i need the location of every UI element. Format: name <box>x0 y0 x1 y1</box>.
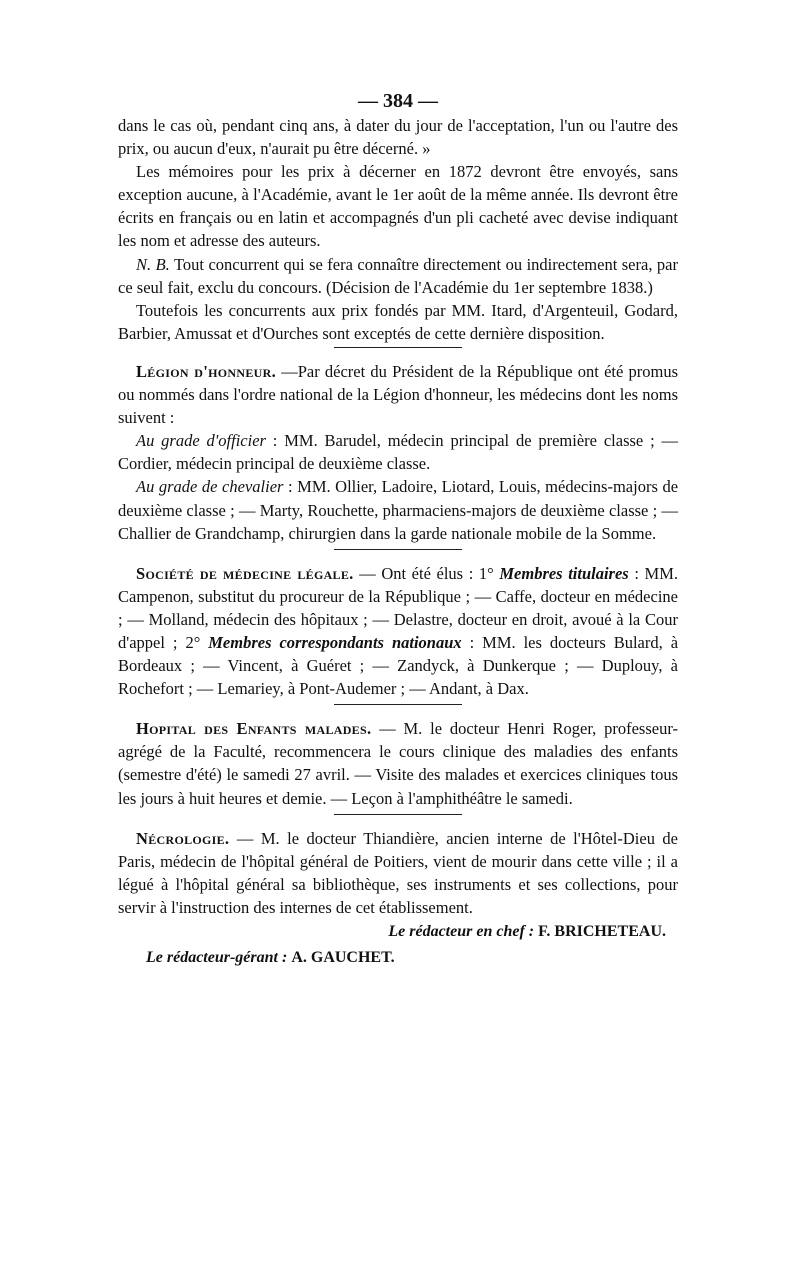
officier-text: : MM. Barudel, médecin principal de première classe ; — Cordier, médecin principal de deuxième classe. <box>118 431 679 474</box>
managing-editor-name: A. GAUCHET. <box>291 949 395 966</box>
section-divider <box>334 704 462 705</box>
societe-text-2: : MM. Campenon, substitut du procureur de la République ; — Caffe, docteur en médecine ; — Molland, médecin des hôpitaux ; — Delastre, docteur en droit, avoué à la Cour d'appel ; 2° <box>118 563 679 652</box>
editor-in-chief-signature <box>388 923 666 941</box>
section-divider <box>334 814 462 815</box>
managing-editor-signature <box>146 949 395 967</box>
page-number: — 384 — <box>358 90 438 112</box>
paragraph-nota-bene <box>118 253 678 299</box>
paragraph-submission-rules: Les mémoires pour les prix à décerner en 1872 devront être envoyés, sans exception aucune, à l'Académie, avant le 1er août de la même année. Ils devront être écrits en français ou en latin et accompagnés d'un pli cacheté avec devise indiquant les nom et adresse des auteurs. <box>118 162 678 251</box>
correspondants-label: Membres correspondants nationaux <box>208 632 462 652</box>
necrologie-text: — M. le docteur Thiandière, ancien interne de l'Hôtel-Dieu de Paris, médecin de l'hôpital général de Poitiers, vient de mourir dans cette ville ; il a légué à l'hôpital général sa bibliothèque, ses instruments et ses collections, pour servir à l'instruction des internes de cet établissement. <box>118 828 679 917</box>
paragraph-exceptions: Toutefois les concurrents aux prix fondés par MM. Itard, d'Argenteuil, Godard, Barbier, Amussat et d'Ourches sont exceptés de cette dernière disposition. <box>118 300 678 343</box>
legion-text: —Par décret du Président de la République ont été promus ou nommés dans l'ordre national de la Légion d'honneur, les médecins dont les noms suivent : <box>118 361 679 428</box>
section-divider <box>334 347 462 348</box>
officier-label: Au grade d'officier <box>136 431 266 451</box>
managing-editor-label: Le rédacteur-gérant : <box>146 949 288 966</box>
legion-heading: Légion d'honneur. <box>136 361 277 381</box>
signature-block <box>118 919 678 971</box>
societe-heading: Société de médecine légale. <box>136 563 354 583</box>
hopital-heading: Hopital des Enfants malades. <box>136 719 372 739</box>
hopital-text: — M. le docteur Henri Roger, professeur-agrégé de la Faculté, recommencera le cours clinique des maladies des enfants (semestre d'été) le samedi 27 avril. — Visite des malades et exercices cliniques tous les jours à huit heures et demie. — Leçon à l'amphithéâtre le samedi. <box>118 719 678 808</box>
societe-text-1: — Ont été élus : 1° <box>359 563 494 583</box>
nota-bene-label: N. B. <box>136 254 170 274</box>
societe-text-3: : MM. les docteurs Bulard, à Bordeaux ; — Vincent, à Guéret ; — Zandyck, à Dunkerque ; — Duplouy, à Rochefort ; — Lemariey, à Pont-Audemer ; — Andant, à Dax. <box>118 632 679 699</box>
editor-in-chief-label: Le rédacteur en chef : <box>388 923 535 940</box>
editor-in-chief-name: F. BRICHETEAU. <box>538 923 666 940</box>
necrologie-paragraph <box>118 827 678 919</box>
titulaires-label: Membres titulaires <box>499 563 629 583</box>
paragraph-prize-conditions: dans le cas où, pendant cinq ans, à dater du jour de l'acceptation, l'un ou l'autre des prix, ou aucun d'eux, n'aurait pu être décerné. » <box>118 116 678 159</box>
nota-bene-text: Tout concurrent qui se fera connaître directement ou indirectement sera, par ce seul fait, exclu du concours. (Décision de l'Académie du 1er septembre 1838.) <box>118 254 678 297</box>
necrologie-heading: Nécrologie. <box>136 828 230 848</box>
hopital-enfants-paragraph <box>118 717 678 809</box>
chevalier-label: Au grade de chevalier <box>136 477 284 497</box>
chevalier-text: : MM. Ollier, Ladoire, Liotard, Louis, médecins-majors de deuxième classe ; — Marty, Rouchette, pharmaciens-majors de deuxième classe ; — Challier de Grandchamp, chirurgien dans la garde nationale mobile de la Somme. <box>118 477 679 543</box>
societe-medecine-paragraph <box>118 562 678 701</box>
chevalier-paragraph <box>118 475 678 544</box>
document-page <box>118 88 678 971</box>
officier-paragraph <box>118 429 678 475</box>
section-divider <box>334 549 462 550</box>
legion-honneur-paragraph <box>118 360 678 429</box>
